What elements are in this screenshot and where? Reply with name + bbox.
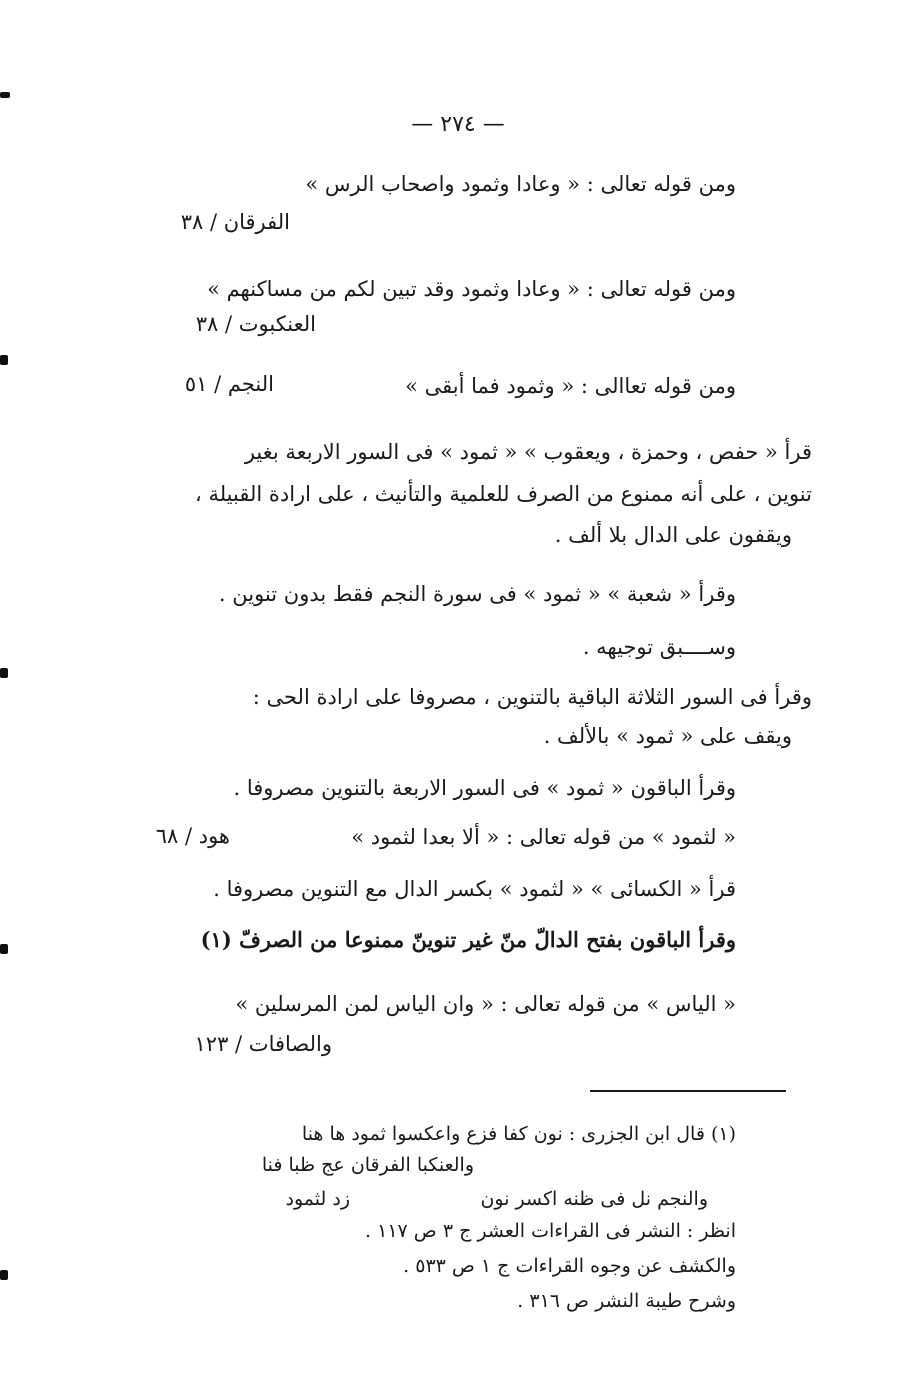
scan-mark — [0, 1270, 8, 1280]
paragraph-line: وقرأ فى السور الثلاثة الباقية بالتنوين ، مصروفا على ارادة الحى : — [252, 685, 812, 709]
verse-reference: الفرقان / ٣٨ — [180, 210, 290, 234]
footnote-line: والكشف عن وجوه القراءات ج ١ ص ٥٣٣ . — [403, 1255, 736, 1277]
verse-text: ومن قوله تعالى : « وعادا وثمود واصحاب الرس » — [305, 172, 736, 196]
paragraph-line: قرأ « الكسائى » « لثمود » بكسر الدال مع التنوين مصروفا . — [213, 877, 736, 901]
verse-reference: النجم / ٥١ — [184, 372, 274, 396]
footnote-line: والعنكبا الفرقان عج ظبا فنا — [261, 1154, 474, 1176]
footnote-separator — [590, 1090, 786, 1092]
verse-text: « لثمود » من قوله تعالى : « ألا بعدا لثمود » — [351, 825, 736, 849]
verse-reference: والصافات / ١٢٣ — [194, 1032, 332, 1056]
paragraph-line: وقرأ الباقون « ثمود » فى السور الاربعة بالتنوين مصروفا . — [233, 776, 736, 800]
paragraph-line: تنوين ، على أنه ممنوع من الصرف للعلمية والتأنيث ، على ارادة القبيلة ، — [194, 482, 812, 506]
verse-reference: هود / ٦٨ — [155, 824, 230, 848]
scan-mark — [0, 92, 10, 98]
paragraph-line: ويقف على « ثمود » بالألف . — [543, 724, 792, 748]
paragraph-line: وســــبق توجيهه . — [582, 635, 736, 659]
footnote-line: زد لثمود — [285, 1188, 350, 1210]
verse-text: ومن قوله تعاالى : « وثمود فما أبقى » — [405, 374, 736, 398]
paragraph-line: قرأ « حفص ، وحمزة ، ويعقوب » « ثمود » فى السور الاربعة بغير — [244, 440, 812, 464]
footnote-line: وشرح طيبة النشر ص ٣١٦ . — [517, 1290, 736, 1312]
paragraph-line: وقرأ « شعبة » « ثمود » فى سورة النجم فقط بدون تنوين . — [218, 582, 736, 606]
verse-text: « الياس » من قوله تعالى : « وان الياس لمن المرسلين » — [235, 992, 736, 1016]
paragraph-line: ويقفون على الدال بلا ألف . — [554, 523, 792, 547]
footnote-line: انظر : النشر فى القراءات العشر ج ٣ ص ١١٧ . — [365, 1220, 736, 1242]
scan-mark — [0, 668, 8, 678]
footnote-line: والنجم نل فى ظنه اكسر نون — [480, 1188, 708, 1210]
footnote-line: (١) قال ابن الجزرى : نون كفا فزع واعكسوا ثمود ها هنا — [301, 1123, 736, 1145]
scan-mark — [0, 944, 8, 954]
page-number: — ٢٧٤ — — [411, 112, 505, 137]
scan-mark — [0, 355, 8, 365]
paragraph-line: وقرأ الباقون بفتح الدالّ منّ غير تنوينّ ممنوعا من الصرفّ (١) — [200, 927, 736, 952]
verse-text: ومن قوله تعالى : « وعادا وثمود وقد تبين لكم من مساكنهم » — [207, 277, 736, 301]
verse-reference: العنكبوت / ٣٨ — [195, 312, 316, 336]
